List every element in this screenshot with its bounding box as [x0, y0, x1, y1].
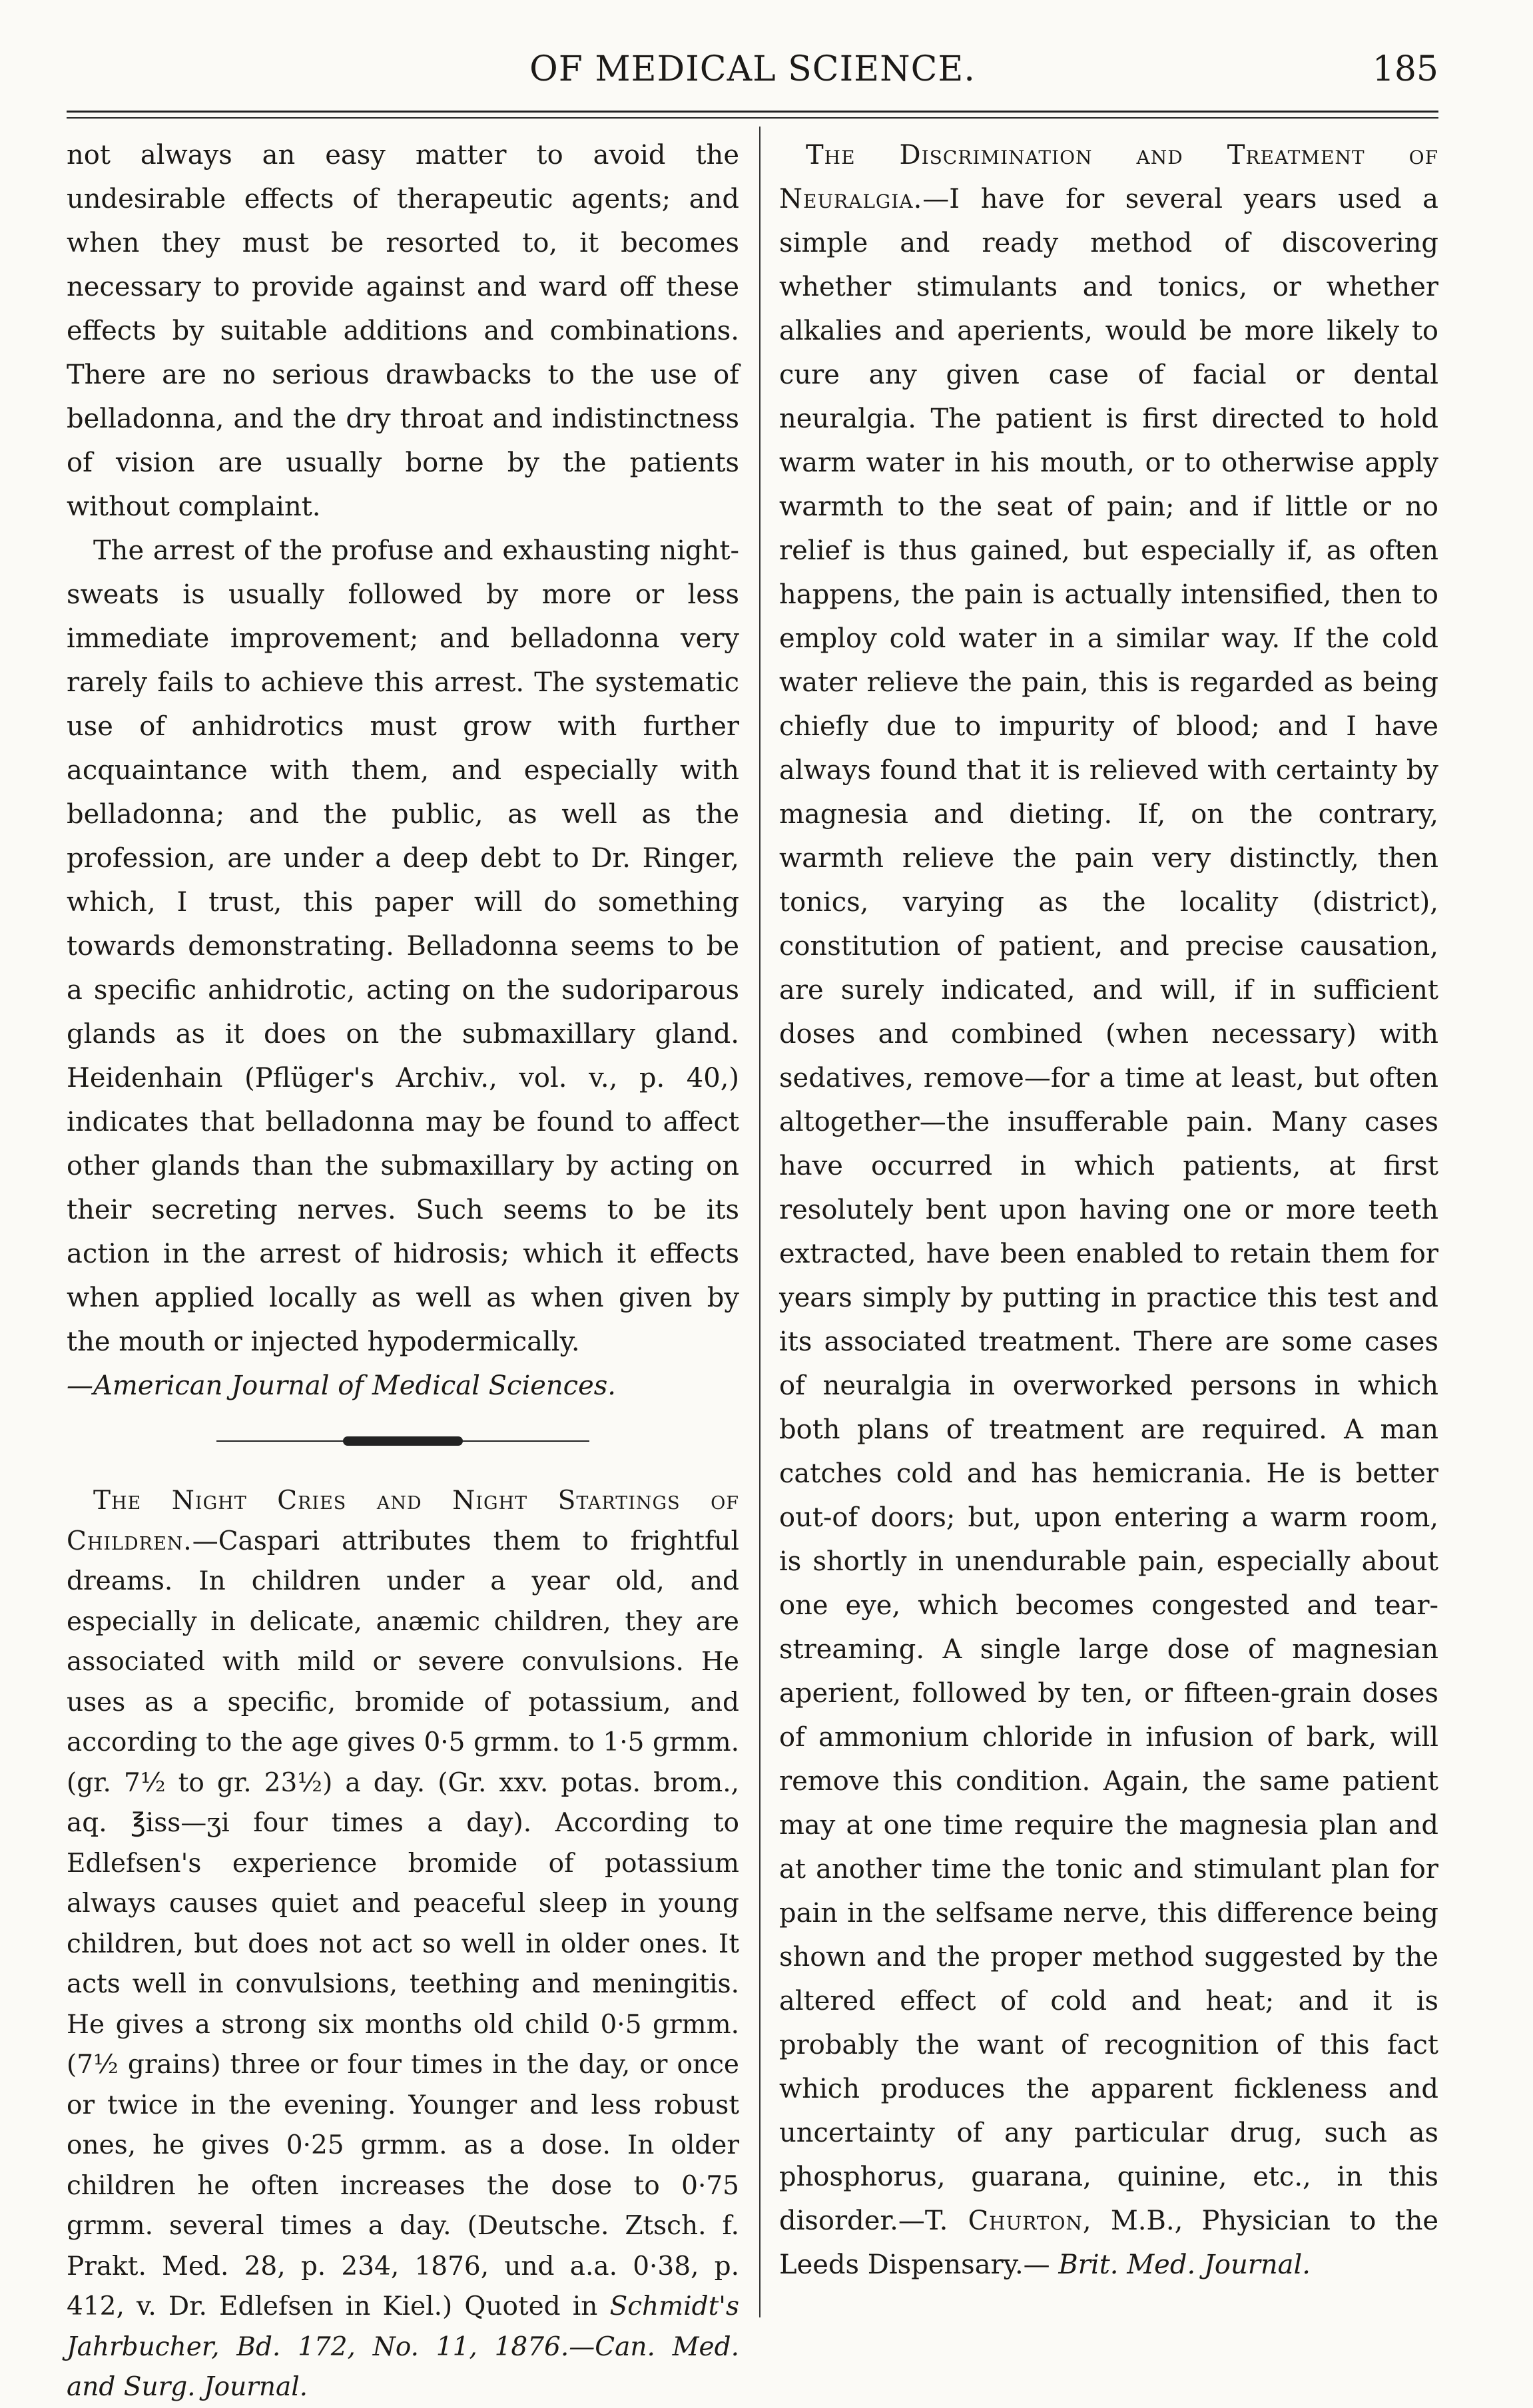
- article-title: The Night Cries and Night Startings of Children.: [67, 1486, 739, 1556]
- article-night-cries: [67, 1481, 739, 2408]
- source-citation: Brit. Med. Journal.: [1058, 2250, 1311, 2280]
- page-header: [67, 43, 1438, 116]
- paragraph-belladonna-continued: not always an easy matter to avoid the undesirable effects of therapeutic agents; and when they must be resorted to, it becomes necessary to provide against and ward off these effects by suitable additions and combinations. There are no serious drawbacks to the use of belladonna, and the dry throat and indistinctness of vision are usually borne by the patients without complaint.: [67, 140, 739, 522]
- header-rule: [67, 111, 1438, 113]
- author-name: T. Churton,: [924, 2206, 1092, 2236]
- running-title: OF MEDICAL SCIENCE.: [529, 49, 976, 89]
- author-credit: M.B., Physician to the Leeds Dispensary.—: [779, 2206, 1438, 2280]
- right-column: [779, 133, 1438, 2287]
- left-column: [67, 133, 739, 2408]
- page-number: 185: [1372, 49, 1438, 89]
- header-rule-thin: [67, 117, 1438, 119]
- column-divider: [759, 127, 761, 2317]
- neuralgia-paragraph: [779, 133, 1438, 2287]
- article-title: The Discrimination and Treatment of Neuralgia.: [779, 140, 1438, 214]
- source-citation: —American Journal of Medical Sciences.: [67, 1370, 616, 1401]
- source-citation: Schmidt's Jahrbucher, Bd. 172, No. 11, 1876.—Can. Med. and Surg. Journal.: [67, 2291, 739, 2402]
- night-cries-paragraph: [67, 1481, 739, 2408]
- section-ornament: [216, 1434, 589, 1448]
- article-body: —I have for several years used a simple and ready method of discovering whether stimulants and tonics, or whether alkalies and aperients, would be more likely to cure any given case of facial or dental neuralgia. The patient is first directed to hold warm water in his mouth, or to otherwise apply warmth to the seat of pain; and if little or no relief is thus gained, but especially if, as often happens, the pain is actually intensified, then to employ cold water in a similar way. If the cold water relieve the pain, this is regarded as being chiefly due to impurity of blood; and I have always found that it is relieved with certainty by magnesia and dieting. If, on the contrary, warmth relieve the pain very distinctly, then tonics, varying as the locality (district), constitution of patient, and precise causation, are surely indicated, and will, if in sufficient doses and combined (when necessary) with sedatives, remove—for a time at least, but often altogether—the insufferable pain. Many cases have occurred in which patients, at first resolutely bent upon having one or more teeth extracted, have been enabled to retain them for years simply by putting in practice this test and its associated treatment. There are some cases of neuralgia in overworked persons in which both plans of treatment are required. A man catches cold and has hemicrania. He is better out-of doors; but, upon entering a warm room, is shortly in unendurable pain, especially about one eye, which becomes congested and tear-streaming. A single large dose of magnesian aperient, followed by ten, or fifteen-grain doses of ammonium chloride in infusion of bark, will remove this condition. Again, the same patient may at one time require the magnesia plan and at another time the tonic and stimulant plan for pain in the selfsame nerve, this difference being shown and the proper method suggested by the altered effect of cold and heat; and it is probably the want of recognition of this fact which produces the apparent fickleness and uncertainty of any particular drug, such as phosphorus, guarana, quinine, etc., in this disorder.—: [779, 184, 1438, 2236]
- article-body: —Caspari attributes them to frightful dreams. In children under a year old, and especially in delicate, anæmic children, they are associated with mild or severe convulsions. He uses as a specific, bromide of potassium, and according to the age gives 0·5 grmm. to 1·5 grmm. (gr. 7½ to gr. 23½) a day. (Gr. xxv. potas. brom., aq. ℥iss—ʒi four times a day). According to Edlefsen's experience bromide of potassium always causes quiet and peaceful sleep in young children, but does not act so well in older ones. It acts well in convulsions, teething and meningitis. He gives a strong six months old child 0·5 grmm. (7½ grains) three or four times in the day, or once or twice in the evening. Younger and less robust ones, he gives 0·25 grmm. as a dose. In older children he often increases the dose to 0·75 grmm. several times a day. (Deutsche. Ztsch. f. Prakt. Med. 28, p. 234, 1876, und a.a. 0·38, p. 412, v. Dr. Edlefsen in Kiel.) Quoted in: [67, 1526, 739, 2321]
- paragraph-night-sweats: [67, 529, 739, 1408]
- paragraph-night-sweats-text: The arrest of the profuse and exhausting night-sweats is usually followed by more or less immediate improvement; and belladonna very rarely fails to achieve this arrest. The systematic use of anhidrotics must grow with further acquaintance with them, and especially with belladonna; and the public, as well as the profession, are under a deep debt to Dr. Ringer, which, I trust, this paper will do something towards demonstrating. Belladonna seems to be a specific anhidrotic, acting on the sudoriparous glands as it does on the submaxillary gland. Heidenhain (Pflüger's Archiv., vol. v., p. 40,) indicates that belladonna may be found to affect other glands than the submaxillary by acting on their secreting nerves. Such seems to be its action in the arrest of hidrosis; which it effects when applied locally as well as when given by the mouth or injected hypodermically.: [67, 535, 739, 1357]
